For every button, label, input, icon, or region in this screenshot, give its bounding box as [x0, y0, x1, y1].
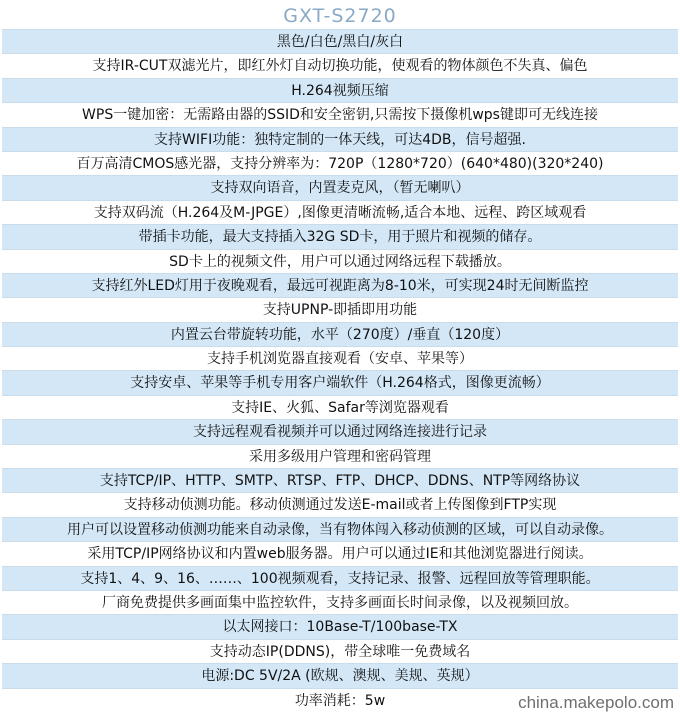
spec-row-ir-cut: 支持IR-CUT双滤光片，即红外灯自动切换功能，使观看的物体颜色不失真、偏色 [2, 53, 678, 77]
spec-row-cmos: 百万高清CMOS感光器，支持分辨率为：720P（1280*720）(640*480)(320*240) [2, 151, 678, 175]
spec-row-motion-detect: 支持移动侦测功能。移动侦测通过发送E-mail或者上传图像到FTP实现 [2, 492, 678, 516]
spec-row-cms-software: 厂商免费提供多画面集中监控软件，支持多画面长时间录像，以及视频回放。 [2, 590, 678, 614]
spec-row-multi-view: 支持1、4、9、16、……、100视频观看，支持记录、报警、远程回放等管理职能。 [2, 566, 678, 590]
spec-row-user-mgmt: 采用多级用户管理和密码管理 [2, 444, 678, 468]
spec-row-dual-stream: 支持双码流（H.264及M-JPGE）,图像更清晰流畅,适合本地、远程、跨区域观看 [2, 200, 678, 224]
spec-row-sd-download: SD卡上的视频文件，用户可以通过网络远程下载播放。 [2, 249, 678, 273]
spec-row-infrared: 支持红外LED灯用于夜晚观看，最远可视距离为8-10米，可实现24时无间断监控 [2, 273, 678, 297]
spec-row-sd-card: 带插卡功能，最大支持插入32G SD卡，用于照片和视频的储存。 [2, 224, 678, 248]
spec-row-audio: 支持双向语音，内置麦克风，（暂无喇叭） [2, 175, 678, 199]
spec-row-protocols: 支持TCP/IP、HTTP、SMTP、RTSP、FTP、DHCP、DDNS、NTP等网络协议 [2, 468, 678, 492]
spec-row-mobile-browser: 支持手机浏览器直接观看（安卓、苹果等） [2, 346, 678, 370]
spec-row-upnp: 支持UPNP-即插即用功能 [2, 297, 678, 321]
spec-row-pan-tilt: 内置云台带旋转功能，水平（270度）/垂直（120度） [2, 322, 678, 346]
spec-row-wps: WPS一键加密：无需路由器的SSID和安全密钥,只需按下摄像机wps键即可无线连接 [2, 102, 678, 126]
spec-sheet [2, 3, 678, 712]
product-title: GXT-S2720 [2, 3, 678, 29]
spec-row-web-server: 采用TCP/IP网络协议和内置web服务器。用户可以通过IE和其他浏览器进行阅读。 [2, 541, 678, 565]
spec-row-wifi: 支持WIFI功能：独特定制的一体天线，可达4DB，信号超强. [2, 127, 678, 151]
spec-row-motion-record: 用户可以设置移动侦测功能来自动录像，当有物体闯入移动侦测的区域，可以自动录像。 [2, 517, 678, 541]
spec-row-h264: H.264视频压缩 [2, 78, 678, 102]
spec-row-ethernet: 以太网接口：10Base-T/100base-TX [2, 614, 678, 638]
spec-row-ddns: 支持动态IP(DDNS)，带全球唯一免费域名 [2, 639, 678, 663]
spec-row-browsers: 支持IE、火狐、Safar等浏览器观看 [2, 395, 678, 419]
site-watermark: china.makepolo.com [518, 693, 674, 712]
spec-row-remote-record: 支持远程观看视频并可以通过网络连接进行记录 [2, 419, 678, 443]
spec-row-power: 电源:DC 5V/2A (欧规、澳规、美规、英规） [2, 663, 678, 687]
spec-row-consumption: 功率消耗：5w [2, 688, 678, 712]
spec-row-mobile-client: 支持安卓、苹果等手机专用客户端软件（H.264格式，图像更流畅） [2, 370, 678, 394]
spec-row-color: 黑色/白色/黑白/灰白 [2, 29, 678, 53]
